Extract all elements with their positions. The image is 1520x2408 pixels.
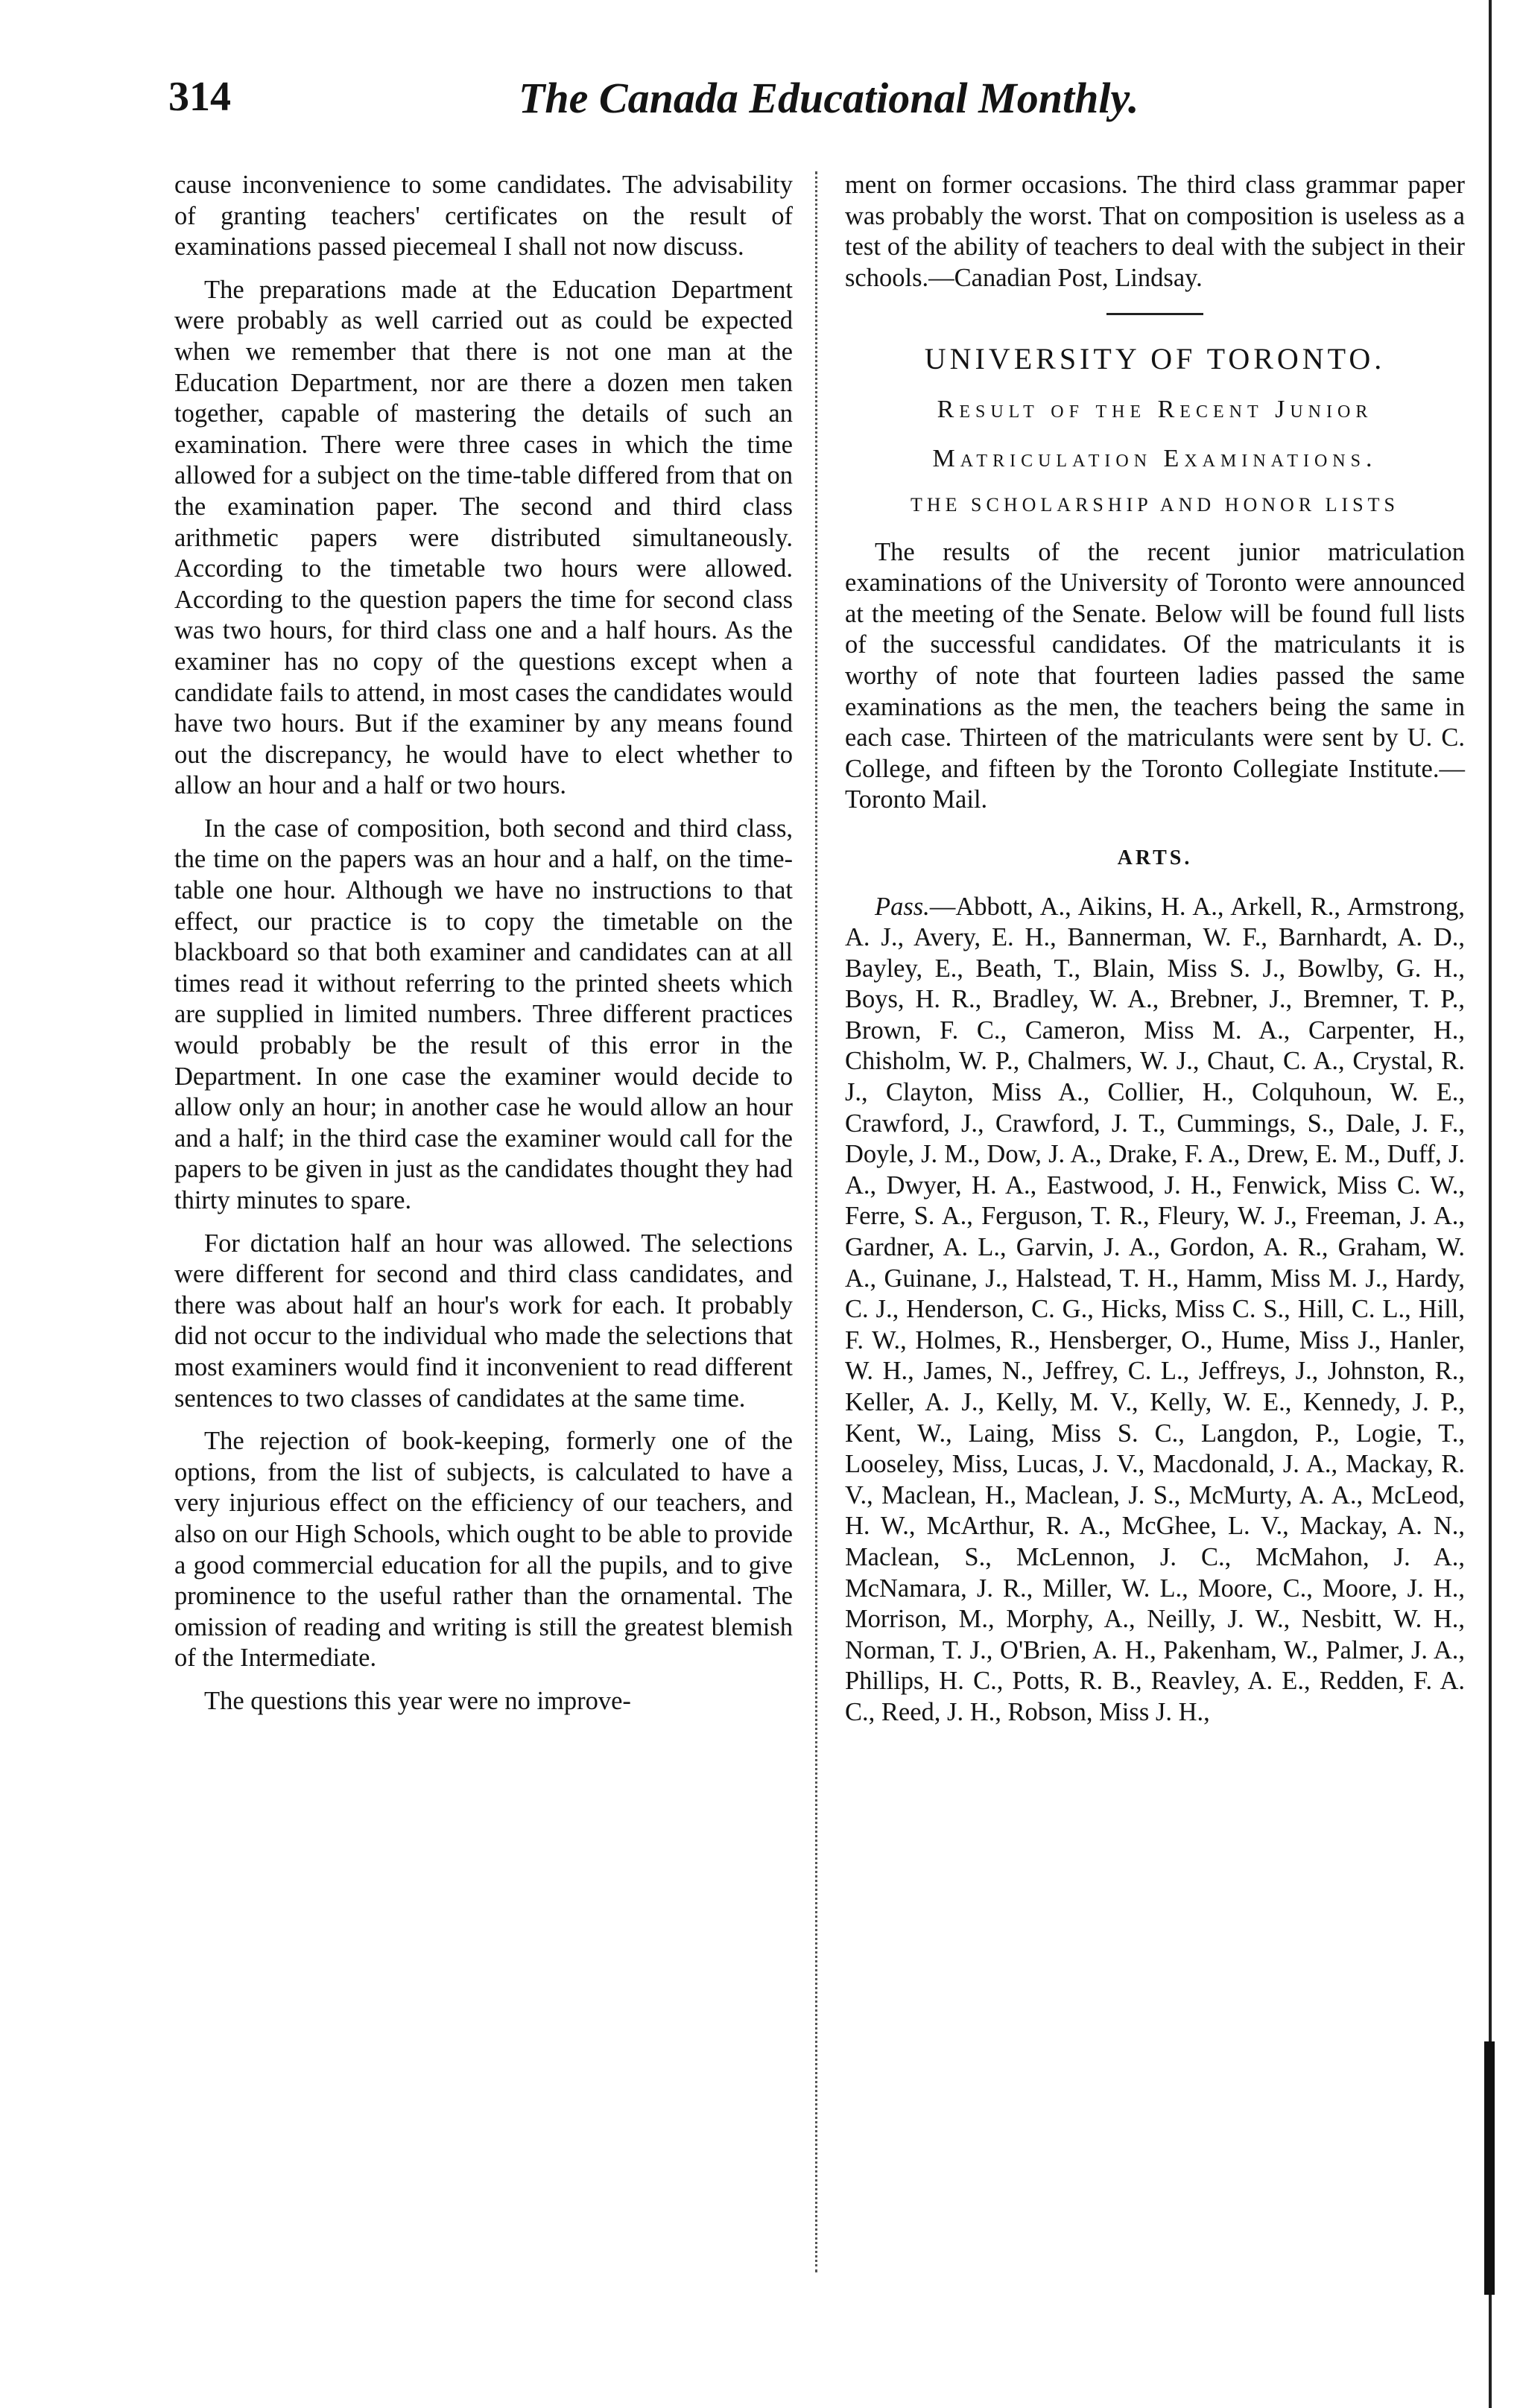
right-continuation: ment on former occasions. The third class grammar paper was probably the worst. That on composition is useless as a test of the ability of teachers to deal with the subject in their schools.—Canadian Post, Lindsay. [845, 171, 1465, 292]
heading-result-line-1: Result of the Recent Junior [937, 395, 1373, 423]
column-divider [815, 171, 820, 2272]
running-title: The Canada Educational Monthly. [519, 74, 1139, 122]
left-paragraph-3: In the case of composition, both second and third class, the time on the papers was an hour and a half, on the time-table one hour. Although we have no instructions to that effect, our practice is to copy the timetable on the blackboard so that both examiner and candidates can at all times read it without referring to the printed sheets which are supplied in limited numbers. Three different practices would probably be the result of this error in the Department. In one case the examiner would decide to allow only an hour; in another case he would allow an hour and a half; in the third case the examiner would call for the papers to be given in just as the candidates thought they had thirty minutes to spare. [174, 814, 793, 1214]
section-rule [1106, 313, 1203, 315]
left-paragraph-5: The rejection of book-keeping, formerly one of the options, from the list of subjects, is calculated to have a very injurious effect on the efficiency of our teachers, and also on our High Schools, which ought to be able to provide a good commercial education for all the pupils, and to give prominence to the useful rather than the ornamental. The omission of reading and writing is still the greatest blemish of the Intermediate. [174, 1427, 793, 1673]
left-paragraph-4: For dictation half an hour was allowed. The selections were different for second and third class candidates, and there was about half an hour's work for each. It probably did not occur to the individual who made the selections that most examiners would find it inconvenient to read different sentences to two classes of candidates at the same time. [174, 1229, 793, 1413]
left-paragraph-2: The preparations made at the Education Department were probably as well carried out as could be expected when we remember that there is not one man at the Education Department, nor are there a dozen men taken together, capable of mastering the details of such an examination. There were three cases in which the time allowed for a subject on the time-table differed from that on the examination paper. The second and third class arithmetic papers were distributed simultaneously. According to the timetable two hours were allowed. According to the question papers the time for second class was two hours, for third class one and a half hours. As the examiner has no copy of the questions except when a candidate fails to attend, in most cases the candidates would have two hours. But if the examiner by any means found out the discrepancy, he would have to elect whether to allow an hour and a half or two hours. [174, 275, 793, 800]
pass-label: Pass. [875, 892, 930, 921]
heading-university: UNIVERSITY OF TORONTO. [924, 342, 1386, 376]
page-header [168, 73, 1338, 133]
intro-paragraph: The results of the recent junior matriculation examinations of the University of Toronto were announced at the meeting of the Senate. Below will be found full lists of the successful candidates. Of the matriculants it is worthy of note that fourteen ladies passed the same examinations as the men, the teachers being the same in each case. Thirteen of the matriculants were sent by U. C. College, and fifteen by the Toronto Collegiate Institute.—Toronto Mail. [845, 537, 1465, 814]
left-paragraph-1: cause inconvenience to some candidates. The advisability of granting teachers' certificates on the result of examinations passed piecemeal I shall not now discuss. [174, 171, 793, 262]
page-number: 314 [168, 74, 231, 120]
right-column [845, 170, 1465, 1729]
pass-list: —Abbott, A., Aikins, H. A., Arkell, R., Armstrong, A. J., Avery, E. H., Bannerman, W. F., Barnhardt, A. D., Bayley, E., Beath, T., Blain, Miss S. J., Bowlby, G. H., Boys, H. R., Bradley, W. A., Brebner, J., Bremner, T. P., Brown, F. C., Cameron, Miss M. A., Carpenter, H., Chisholm, W. P., Chalmers, W. J., Chaut, C. A., Crystal, R. J., Clayton, Miss A., Collier, H., Colquhoun, W. E., Crawford, J., Crawford, J. T., Cummings, S., Dale, J. F., Doyle, J. M., Dow, J. A., Drake, F. A., Drew, E. M., Duff, J. A., Dwyer, H. A., Eastwood, J. H., Fenwick, Miss C. W., Ferre, S. A., Ferguson, T. R., Fleury, W. J., Freeman, J. A., Gardner, A. L., Garvin, J. A., Gordon, A. R., Graham, W. A., Guinane, J., Halstead, T. H., Hamm, Miss M. J., Hardy, C. J., Henderson, C. G., Hicks, Miss C. S., Hill, C. L., Hill, F. W., Holmes, R., Hensberger, O., Hume, Miss J., Hanler, W. H., James, N., Jeffrey, C. L., Jeffreys, J., Johnston, R., Keller, A. J., Kelly, M. V., Kelly, W. E., Kennedy, J. P., Kent, W., Laing, Miss S. C., Langdon, P., Logie, T., Looseley, Miss, Lucas, J. V., Macdonald, J. A., Mackay, R. V., Maclean, H., Maclean, J. S., McMurty, A. A., McLeod, H. W., McArthur, R. A., McGhee, L. V., Mackay, A. N., Maclean, S., McLennon, J. C., McMahon, J. A., McNamara, J. R., Miller, W. L., Moore, C., Moore, J. H., Morrison, M., Morphy, A., Neilly, J. W., Nesbitt, W. H., Norman, T. J., O'Brien, A. H., Pakenham, W., Palmer, J. A., Phillips, H. C., Potts, R. B., Reavley, A. E., Redden, F. A. C., Reed, J. H., Robson, Miss J. H., [845, 892, 1465, 1726]
page-edge-mark [1484, 2041, 1495, 2295]
heading-arts: ARTS. [1117, 846, 1193, 869]
left-column [174, 170, 793, 1717]
heading-honor-lists: THE SCHOLARSHIP AND HONOR LISTS [911, 493, 1399, 516]
heading-result-line-2: Matriculation Examinations. [932, 444, 1378, 472]
pass-list-paragraph [845, 892, 1465, 1729]
left-paragraph-6: The questions this year were no improve- [204, 1686, 631, 1715]
